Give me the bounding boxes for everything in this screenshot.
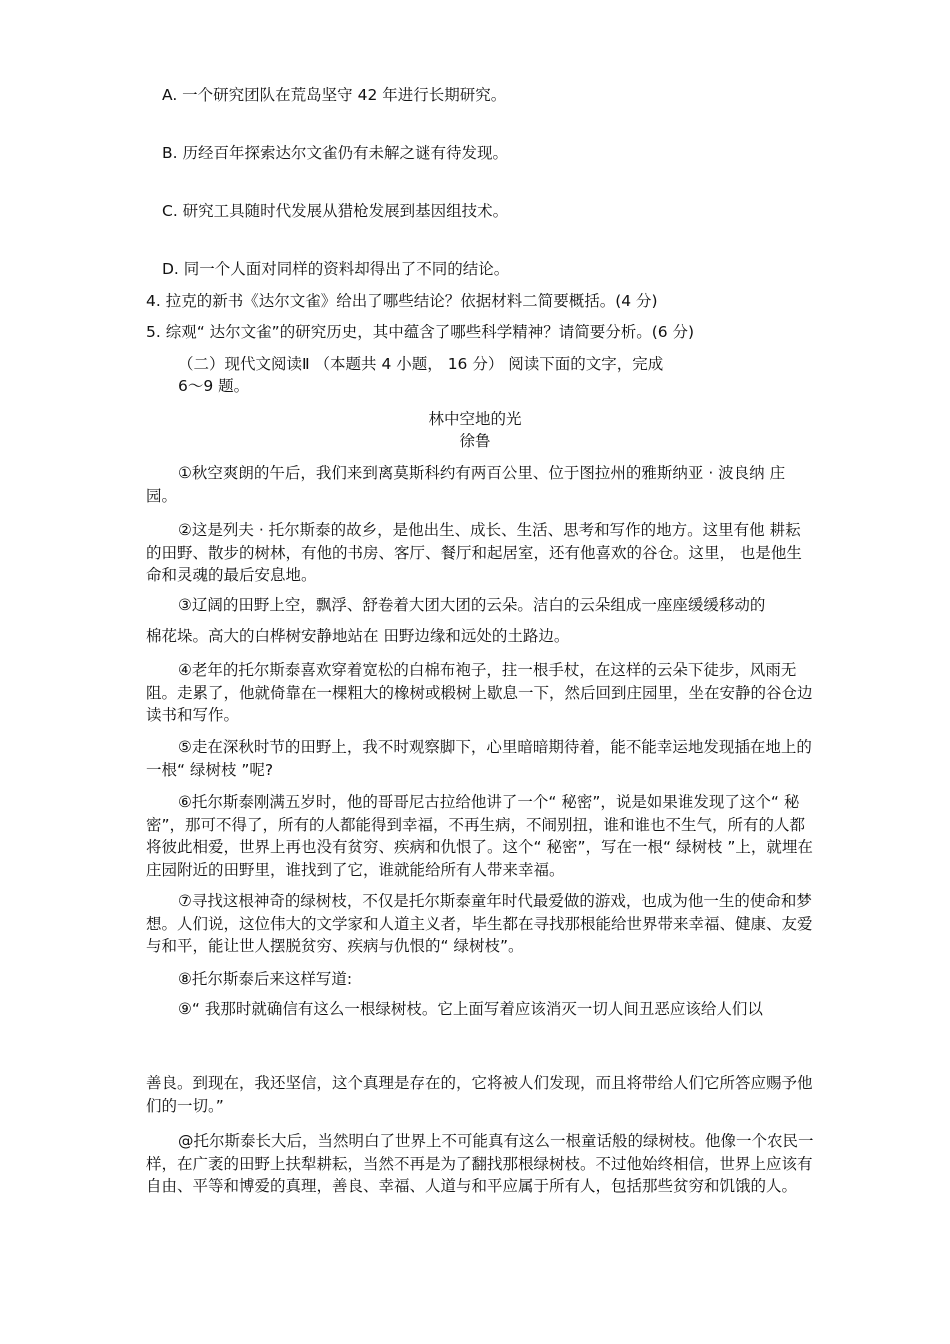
paragraph-9-line1: ⑨“ 我那时就确信有这么一根绿树枝。它上面写着应该消灭一切人间丑恶应该给人们以 bbox=[178, 1000, 763, 1018]
paragraph-5: ⑤走在深秋时节的田野上，我不时观察脚下，心里暗暗期待着，能不能幸运地发现插在地上的一根“ 绿树枝 ”呢? bbox=[146, 738, 812, 779]
paragraph-7: ⑦寻找这根神奇的绿树枝，不仅是托尔斯泰童年时代最爱做的游戏，也成为他一生的使命和梦想。人们说，这位伟大的文学家和人道主义者，毕生都在寻找那根能给世界带来幸福、健康、友爱与和平，能让世人摆脱贫穷、疾病与仇恨的“ 绿树枝”。 bbox=[146, 892, 813, 955]
option-c: C. 研究工具随时代发展从猎枪发展到基因组技术。 bbox=[162, 202, 509, 220]
paragraph-4: ④老年的托尔斯泰喜欢穿着宽松的白棉布袍子，拄一根手杖，在这样的云朵下徒步，风雨无阻。走累了，他就倚靠在一棵粗大的橡树或椴树上歇息一下，然后回到庄园里，坐在安静的谷仓边读书和写作。 bbox=[146, 661, 813, 724]
question-5: 5. 综观“ 达尔文雀”的研究历史，其中蕴含了哪些科学精神？请简要分析。(6 分) bbox=[146, 323, 695, 341]
paragraph-2: ②这是列夫 · 托尔斯泰的故乡，是他出生、成长、生活、思考和写作的地方。这里有他 耕耘的田野、散步的树林，有他的书房、客厅、餐厅和起居室，还有他喜欢的谷仓。这里， 也是他生命和灵魂的最后安息地。 bbox=[146, 521, 802, 584]
option-b: B. 历经百年探索达尔文雀仍有未解之谜有待发现。 bbox=[162, 144, 508, 162]
paragraph-8: ⑧托尔斯泰后来这样写道: bbox=[178, 970, 353, 988]
paragraph-6: ⑥托尔斯泰刚满五岁时，他的哥哥尼古拉给他讲了一个“ 秘密”，说是如果谁发现了这个“ 秘密”，那可不得了，所有的人都能得到幸福，不再生病，不闹别扭，谁和谁也不生气，所有的人都将彼此相爱，世界上再也没有贫穷、疾病和仇恨了。这个“ 秘密”，写在一根“ 绿树枝 ”上，就埋在庄园附近的田野里，谁找到了它，谁就能给所有人带来幸福。 bbox=[146, 793, 813, 879]
section-heading: （二）现代文阅读Ⅱ （本题共 4 小题， 16 分） 阅读下面的文字，完成 bbox=[178, 355, 664, 373]
paragraph-3-line1: ③辽阔的田野上空，飘浮、舒卷着大团大团的云朵。洁白的云朵组成一座座缓缓移动的 bbox=[178, 596, 766, 614]
paragraph-1: ①秋空爽朗的午后，我们来到离莫斯科约有两百公里、位于图拉州的雅斯纳亚 · 波良纳 庄园。 bbox=[146, 464, 786, 505]
section-heading-cont: 6～9 题。 bbox=[178, 377, 250, 395]
article-title: 林中空地的光 bbox=[428, 410, 522, 428]
paragraph-10: @托尔斯泰长大后，当然明白了世界上不可能真有这么一根童话般的绿树枝。他像一个农民一样，在广袤的田野上扶犁耕耘，当然不再是为了翻找那根绿树枝。不过他始终相信，世界上应该有自由、平等和博爱的真理，善良、幸福、人道与和平应属于所有人，包括那些贫穷和饥饿的人。 bbox=[146, 1132, 814, 1195]
article-author: 徐鲁 bbox=[459, 432, 491, 450]
option-a: A. 一个研究团队在荒岛坚守 42 年进行长期研究。 bbox=[162, 86, 507, 104]
paragraph-3-line2: 棉花垛。高大的白桦树安静地站在 田野边缘和远处的土路边。 bbox=[146, 627, 570, 645]
option-d: D. 同一个人面对同样的资料却得出了不同的结论。 bbox=[162, 260, 510, 278]
paragraph-9-cont: 善良。到现在，我还坚信，这个真理是存在的，它将被人们发现，而且将带给人们它所答应赐予他们的一切。” bbox=[146, 1074, 813, 1115]
question-4: 4. 拉克的新书《达尔文雀》给出了哪些结论？依据材料二简要概括。(4 分) bbox=[146, 292, 658, 310]
